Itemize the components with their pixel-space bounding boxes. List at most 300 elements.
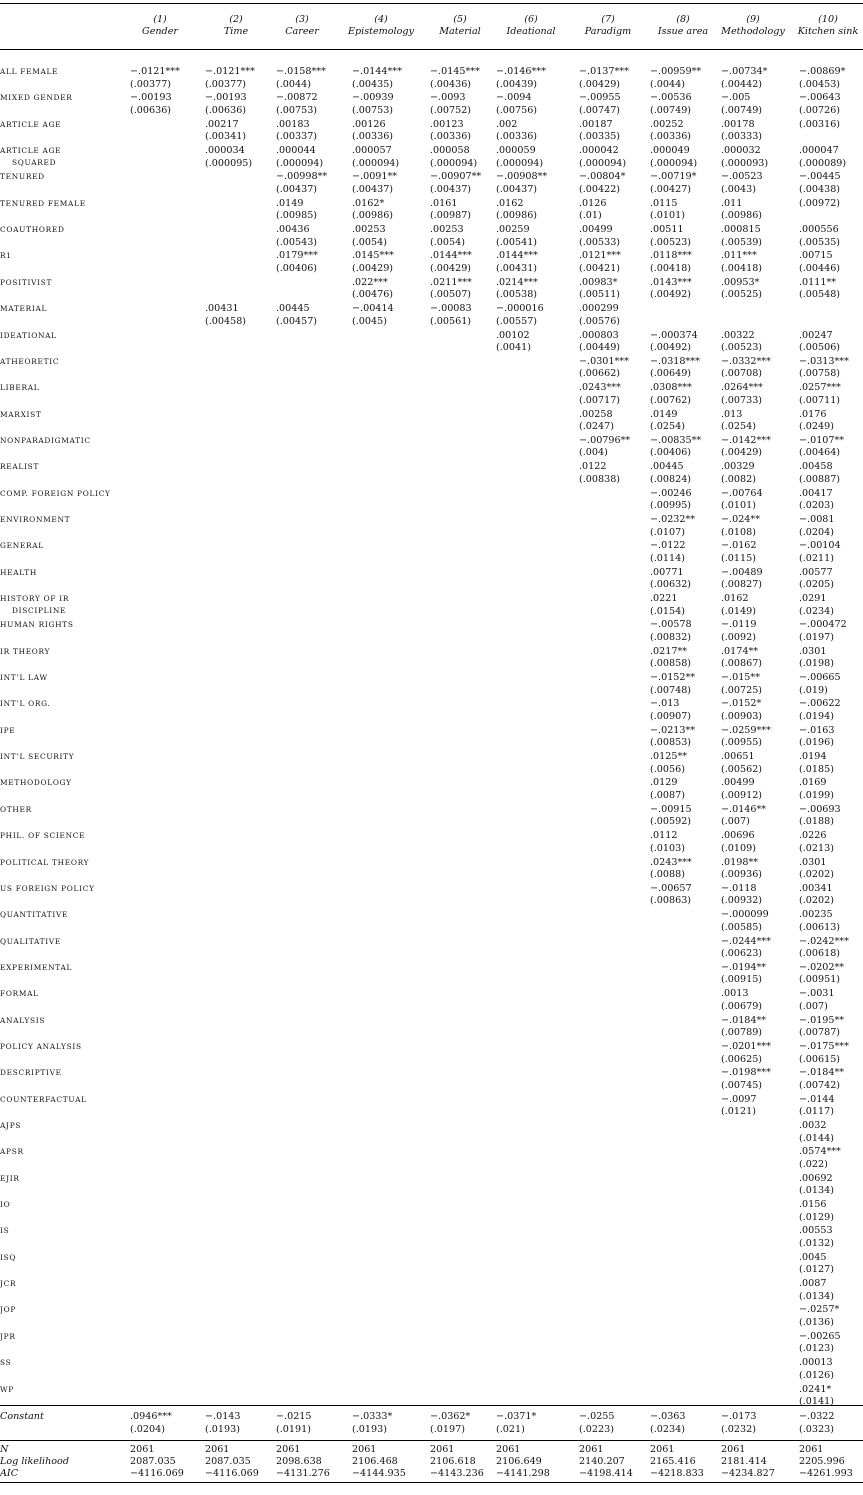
row-label: [0, 1252, 132, 1264]
std-error: (.0149): [721, 605, 756, 617]
std-error: (.0043): [721, 183, 756, 195]
coef-cell: [579, 409, 614, 434]
coefficient: .011: [721, 197, 743, 209]
std-error: (.00435): [352, 78, 394, 90]
coefficient: .00458: [799, 461, 833, 473]
std-error: (.0232): [721, 1423, 756, 1435]
row-label: [0, 672, 132, 684]
coef-cell: [799, 250, 840, 275]
coef-cell: [799, 646, 834, 671]
coefficient: .0211***: [430, 276, 472, 288]
coef-cell: [721, 988, 762, 1013]
coefficient: .00445: [276, 303, 310, 315]
coefficient: −.00804*: [579, 171, 626, 183]
coef-cell: [650, 66, 701, 91]
coef-cell: [579, 1411, 615, 1436]
coefficient: .0162: [496, 197, 524, 209]
std-error: (.00437): [352, 183, 394, 195]
coefficient: −.013: [650, 698, 680, 710]
coefficient: −.0144***: [352, 66, 402, 77]
column-number: (4): [374, 14, 388, 25]
std-error: (.0193): [352, 1423, 387, 1435]
std-error: (.00492): [650, 342, 692, 354]
std-error: (.00853): [650, 737, 692, 749]
coefficient: .00771: [650, 566, 684, 578]
coef-cell: [721, 698, 762, 723]
coefficient: .0145***: [352, 250, 394, 262]
row-label: [0, 936, 132, 948]
stat-value: 2098.638: [276, 1456, 322, 1467]
row-label: [0, 1094, 132, 1106]
coef-cell: [650, 751, 687, 776]
std-error: (.0196): [799, 737, 834, 749]
std-error: (.0132): [799, 1237, 834, 1249]
row-label-text: ENVIRONMENT: [0, 514, 71, 524]
coefficient: .0574***: [799, 1146, 841, 1158]
coefficient: .0045: [799, 1251, 827, 1263]
coef-cell: [650, 540, 686, 565]
std-error: (.00458): [205, 315, 247, 327]
coef-cell: [352, 198, 393, 223]
row-label: [0, 119, 132, 131]
std-error: (.000094): [579, 157, 627, 169]
coefficient: −.005: [721, 92, 751, 104]
coef-cell: [579, 92, 621, 117]
std-error: (.0123): [799, 1343, 834, 1355]
coef-cell: [650, 330, 698, 355]
coef-cell: [721, 1411, 757, 1436]
coef-cell: [650, 698, 691, 723]
row-label: [0, 804, 132, 816]
std-error: (.00867): [721, 658, 763, 670]
coefficient: .0032: [799, 1120, 827, 1131]
std-error: (.00511): [579, 289, 621, 301]
coef-cell: [721, 119, 762, 144]
std-error: (.00748): [650, 684, 692, 696]
row-label-text: ARTICLE AGE: [0, 146, 62, 156]
coef-cell: [721, 1015, 766, 1040]
coefficient: .000815: [721, 224, 761, 236]
row-label: [0, 171, 132, 183]
coefficient: −.0184**: [721, 1014, 767, 1026]
std-error: (.00377): [130, 78, 172, 90]
coef-cell: [496, 119, 537, 144]
coefficient: −.0122: [650, 540, 686, 552]
column-header: [421, 14, 499, 50]
coefficient: .0121***: [579, 250, 621, 262]
coef-cell: [799, 1041, 849, 1066]
row-label: [0, 356, 132, 368]
coefficient: −.00719*: [650, 171, 697, 183]
std-error: (.00708): [721, 368, 763, 380]
row-label-text: PHIL. OF SCIENCE: [0, 831, 86, 841]
coef-cell: [276, 250, 318, 275]
std-error: (.00903): [721, 710, 763, 722]
coefficient: .000044: [276, 145, 316, 157]
coef-cell: [799, 857, 834, 882]
stat-value: −4218.833: [650, 1468, 704, 1479]
coefficient: −.0121***: [205, 66, 255, 77]
coef-cell: [650, 1411, 686, 1436]
std-error: (.00442): [721, 78, 763, 90]
coefficient: −.00915: [650, 803, 692, 815]
row-label-text: NONPARADIGMATIC: [0, 435, 91, 445]
coefficient: .00253: [352, 224, 386, 236]
row-label-text: OTHER: [0, 804, 32, 814]
std-error: (.00535): [799, 236, 841, 248]
coef-cell: [430, 66, 480, 91]
coefficient: −.0255: [579, 1411, 615, 1422]
coef-cell: [496, 66, 546, 91]
coef-cell: [496, 92, 537, 117]
coefficient: .0013: [721, 988, 749, 1000]
coefficient: −.024**: [721, 513, 760, 525]
stat-value: 2061: [352, 1444, 377, 1455]
std-error: (.0204): [130, 1423, 165, 1435]
std-error: (.0056): [650, 763, 685, 775]
coefficient: −.0119: [721, 619, 757, 631]
coefficient: .0149: [276, 197, 304, 209]
row-label: [0, 909, 132, 921]
std-error: (.00336): [430, 131, 472, 143]
std-error: (.00437): [430, 183, 472, 195]
std-error: (.00492): [650, 289, 692, 301]
coefficient: −.00693: [799, 803, 841, 815]
column-name: Methodology: [721, 26, 785, 37]
coef-cell: [205, 303, 246, 328]
row-label-text: HUMAN RIGHTS: [0, 620, 74, 630]
coef-cell: [799, 751, 834, 776]
column-header: [644, 14, 722, 50]
std-error: (.0134): [799, 1185, 834, 1197]
coef-cell: [650, 435, 701, 460]
coefficient: .0301: [799, 856, 827, 868]
coef-cell: [352, 92, 394, 117]
row-label-text: US FOREIGN POLICY: [0, 883, 95, 893]
column-number: (8): [676, 14, 690, 25]
coef-cell: [799, 224, 840, 249]
row-label-text: INT’L SECURITY: [0, 752, 75, 762]
coefficient: −.00998**: [276, 171, 328, 183]
row-label-text: COAUTHORED: [0, 225, 65, 235]
coef-cell: [650, 488, 692, 513]
std-error: (.0114): [650, 552, 685, 564]
std-error: (.00749): [721, 104, 763, 116]
coef-cell: [799, 1015, 844, 1040]
coefficient: .00553: [799, 1225, 833, 1237]
coef-cell: [721, 488, 763, 513]
coefficient: −.0145***: [430, 66, 480, 77]
row-label: [0, 409, 132, 421]
row-label: [0, 461, 132, 473]
row-label: [0, 1015, 132, 1027]
coefficient: .0161: [430, 197, 458, 209]
row-label: [0, 1120, 132, 1132]
coef-cell: [799, 1304, 839, 1329]
coef-cell: [650, 145, 697, 170]
coefficient: −.0137***: [579, 66, 629, 77]
std-error: (.0117): [799, 1106, 834, 1118]
coef-cell: [721, 962, 766, 987]
std-error: (.0202): [799, 869, 834, 881]
coefficient: .00102: [496, 329, 530, 341]
std-error: (.00446): [799, 263, 841, 275]
row-label-text: IR THEORY: [0, 646, 51, 656]
coef-cell: [579, 66, 629, 91]
std-error: (.00576): [579, 315, 621, 327]
std-error: (.00341): [205, 131, 247, 143]
column-name: Gender: [142, 26, 178, 37]
coef-cell: [650, 593, 685, 618]
coefficient: .00253: [430, 224, 464, 236]
coef-cell: [799, 619, 847, 644]
column-number: (5): [453, 14, 467, 25]
coefficient: −.00835**: [650, 434, 702, 446]
coefficient: −.0363: [650, 1411, 686, 1422]
coef-cell: [276, 119, 317, 144]
std-error: (.00752): [430, 104, 472, 116]
std-error: (.00756): [496, 104, 538, 116]
coefficient: .0264***: [721, 382, 763, 394]
coef-cell: [352, 119, 393, 144]
std-error: (.00649): [650, 368, 692, 380]
coefficient: .00499: [721, 777, 755, 789]
coef-cell: [721, 619, 757, 644]
coef-cell: [276, 145, 323, 170]
coefficient: .000058: [430, 145, 470, 157]
stat-value: 2087.035: [130, 1456, 176, 1467]
row-label: [0, 619, 132, 631]
std-error: (.00986): [496, 210, 538, 222]
std-error: (.019): [799, 684, 828, 696]
row-label: [0, 1146, 132, 1158]
row-label-text: JOP: [0, 1305, 17, 1315]
std-error: (.00858): [650, 658, 692, 670]
row-label-text: APSR: [0, 1147, 24, 1157]
coef-cell: [799, 540, 841, 565]
stat-value: −4234.827: [721, 1468, 775, 1479]
std-error: (.00437): [276, 183, 318, 195]
coef-cell: [799, 145, 846, 170]
coef-cell: [721, 567, 763, 592]
coef-cell: [799, 962, 844, 987]
std-error: (.00523): [650, 236, 692, 248]
row-label: [0, 725, 132, 737]
std-error: (.00972): [799, 197, 841, 209]
std-error: (.00449): [579, 342, 621, 354]
coefficient: .00577: [799, 566, 833, 578]
row-label: [0, 1199, 132, 1211]
column-name: Kitchen sink: [797, 26, 859, 37]
coefficient: −.00734*: [721, 66, 768, 77]
coefficient: −.0332***: [721, 355, 771, 367]
std-error: (.0045): [352, 315, 387, 327]
coefficient: −.0313***: [799, 355, 849, 367]
coef-cell: [650, 171, 696, 196]
coefficient: .00123: [430, 118, 464, 130]
coef-cell: [721, 277, 762, 302]
std-error: (.00592): [650, 816, 692, 828]
column-name: Career: [285, 26, 319, 37]
coef-cell: [650, 857, 692, 882]
coefficient: .0112: [650, 830, 678, 842]
coefficient: −.000374: [650, 329, 698, 341]
std-error: (.00333): [721, 131, 763, 143]
std-error: (.00377): [205, 78, 247, 90]
row-label-text: MARXIST: [0, 409, 42, 419]
coef-cell: [721, 857, 762, 882]
std-error: (.00827): [721, 579, 763, 591]
coefficient: −.00939: [352, 92, 394, 104]
stat-value: −4261.993: [799, 1468, 853, 1479]
column-name: Material: [439, 26, 481, 37]
coef-cell: [650, 514, 695, 539]
coef-cell: [276, 303, 317, 328]
coefficient: −.00445: [799, 171, 841, 183]
std-error: (.00985): [276, 210, 318, 222]
coefficient: −.0146***: [496, 66, 546, 77]
coef-cell: [799, 330, 840, 355]
coef-cell: [799, 119, 840, 132]
coefficient: .0301: [799, 645, 827, 657]
coefficient: −.0152**: [650, 672, 696, 684]
row-label: [0, 382, 132, 394]
coefficient: .0143***: [650, 276, 692, 288]
coef-cell: [721, 1067, 771, 1092]
row-label-continuation: DISCIPLINE: [12, 606, 67, 615]
coefficient: .0226: [799, 830, 827, 842]
row-label-text: INT’L ORG.: [0, 699, 51, 709]
std-error: (.00986): [352, 210, 394, 222]
std-error: (.00662): [579, 368, 621, 380]
coef-cell: [430, 224, 465, 249]
std-error: (.00506): [799, 342, 841, 354]
std-error: (.00429): [352, 263, 394, 275]
coefficient: .00499: [579, 224, 613, 236]
std-error: (.0121): [721, 1106, 756, 1118]
top-rule: [0, 3, 863, 4]
coefficient: −.015**: [721, 672, 760, 684]
stat-value: 2061: [799, 1444, 824, 1455]
coef-cell: [721, 672, 762, 697]
std-error: (.00457): [276, 315, 318, 327]
coef-cell: [650, 725, 695, 750]
std-error: (.00336): [496, 131, 538, 143]
coefficient: −.0162: [721, 540, 757, 552]
coef-cell: [650, 804, 692, 829]
stat-value: −4198.414: [579, 1468, 633, 1479]
std-error: (.0129): [799, 1211, 834, 1223]
std-error: (.0204): [799, 526, 834, 538]
coef-cell: [496, 277, 538, 302]
coefficient: −.00622: [799, 698, 841, 710]
column-number: (6): [524, 14, 538, 25]
coefficient: .0144***: [496, 250, 538, 262]
coefficient: −.0362*: [430, 1411, 471, 1422]
coef-cell: [721, 593, 756, 618]
coefficient: −.000472: [799, 619, 847, 631]
coefficient: −.00665: [799, 672, 841, 684]
coef-cell: [799, 883, 834, 908]
row-label: [0, 66, 132, 78]
row-label: [0, 698, 132, 710]
std-error: (.00406): [276, 263, 318, 275]
coef-cell: [799, 198, 840, 211]
std-error: (.0101): [721, 500, 756, 512]
std-error: (.00431): [496, 263, 538, 275]
coefficient: −.0213**: [650, 724, 696, 736]
std-error: (.00429): [430, 263, 472, 275]
coefficient: .0179***: [276, 250, 318, 262]
coefficient: .000057: [352, 145, 392, 157]
std-error: (.00915): [721, 974, 763, 986]
coefficient: −.0202**: [799, 961, 845, 973]
std-error: (.00632): [650, 579, 692, 591]
stat-value: −4144.935: [352, 1468, 406, 1479]
std-error: (.0213): [799, 842, 834, 854]
std-error: (.00585): [721, 921, 763, 933]
coef-cell: [721, 1094, 757, 1119]
std-error: (.00787): [799, 1027, 841, 1039]
coef-cell: [430, 250, 472, 275]
coefficient: .0087: [799, 1278, 827, 1290]
coefficient: −.0031: [799, 988, 835, 1000]
coef-cell: [721, 356, 771, 381]
std-error: (.0191): [276, 1423, 311, 1435]
row-label: [0, 1225, 132, 1237]
coefficient: .0243***: [650, 856, 692, 868]
std-error: (.00406): [650, 447, 692, 459]
coef-cell: [799, 435, 844, 460]
coef-cell: [799, 356, 849, 381]
std-error: (.01): [579, 210, 602, 222]
row-label: [0, 1278, 132, 1290]
coef-cell: [799, 1411, 835, 1436]
stat-label: Log likelihood: [0, 1456, 69, 1467]
std-error: (.000094): [650, 157, 698, 169]
stat-label: AIC: [0, 1468, 19, 1479]
std-error: (.00316): [799, 118, 841, 130]
coef-cell: [430, 145, 477, 170]
std-error: (.0044): [276, 78, 311, 90]
std-error: (.0108): [721, 526, 756, 538]
row-label-text: ANALYSIS: [0, 1015, 46, 1025]
row-label-text: TENURED FEMALE: [0, 198, 86, 208]
row-label-text: IDEATIONAL: [0, 330, 57, 340]
coef-cell: [721, 646, 762, 671]
coefficient: −.000016: [496, 303, 544, 315]
coef-cell: [579, 250, 621, 275]
coefficient: −.00523: [721, 171, 763, 183]
coef-cell: [496, 145, 543, 170]
coef-cell: [799, 804, 841, 829]
std-error: (.00745): [721, 1079, 763, 1091]
stat-value: 2106.618: [430, 1456, 476, 1467]
coefficient: .000803: [579, 329, 619, 341]
coefficient: .0241*: [799, 1383, 832, 1395]
std-error: (.0088): [650, 869, 685, 881]
std-error: (.0154): [650, 605, 685, 617]
coefficient: .00651: [721, 751, 755, 763]
coef-cell: [799, 382, 841, 407]
coef-cell: [496, 303, 544, 328]
std-error: (.000094): [496, 157, 544, 169]
std-error: (.0198): [799, 658, 834, 670]
column-name: Paradigm: [584, 26, 632, 37]
stat-value: −4116.069: [205, 1468, 259, 1479]
coefficient: −.0121***: [130, 66, 180, 77]
std-error: (.00932): [721, 895, 763, 907]
